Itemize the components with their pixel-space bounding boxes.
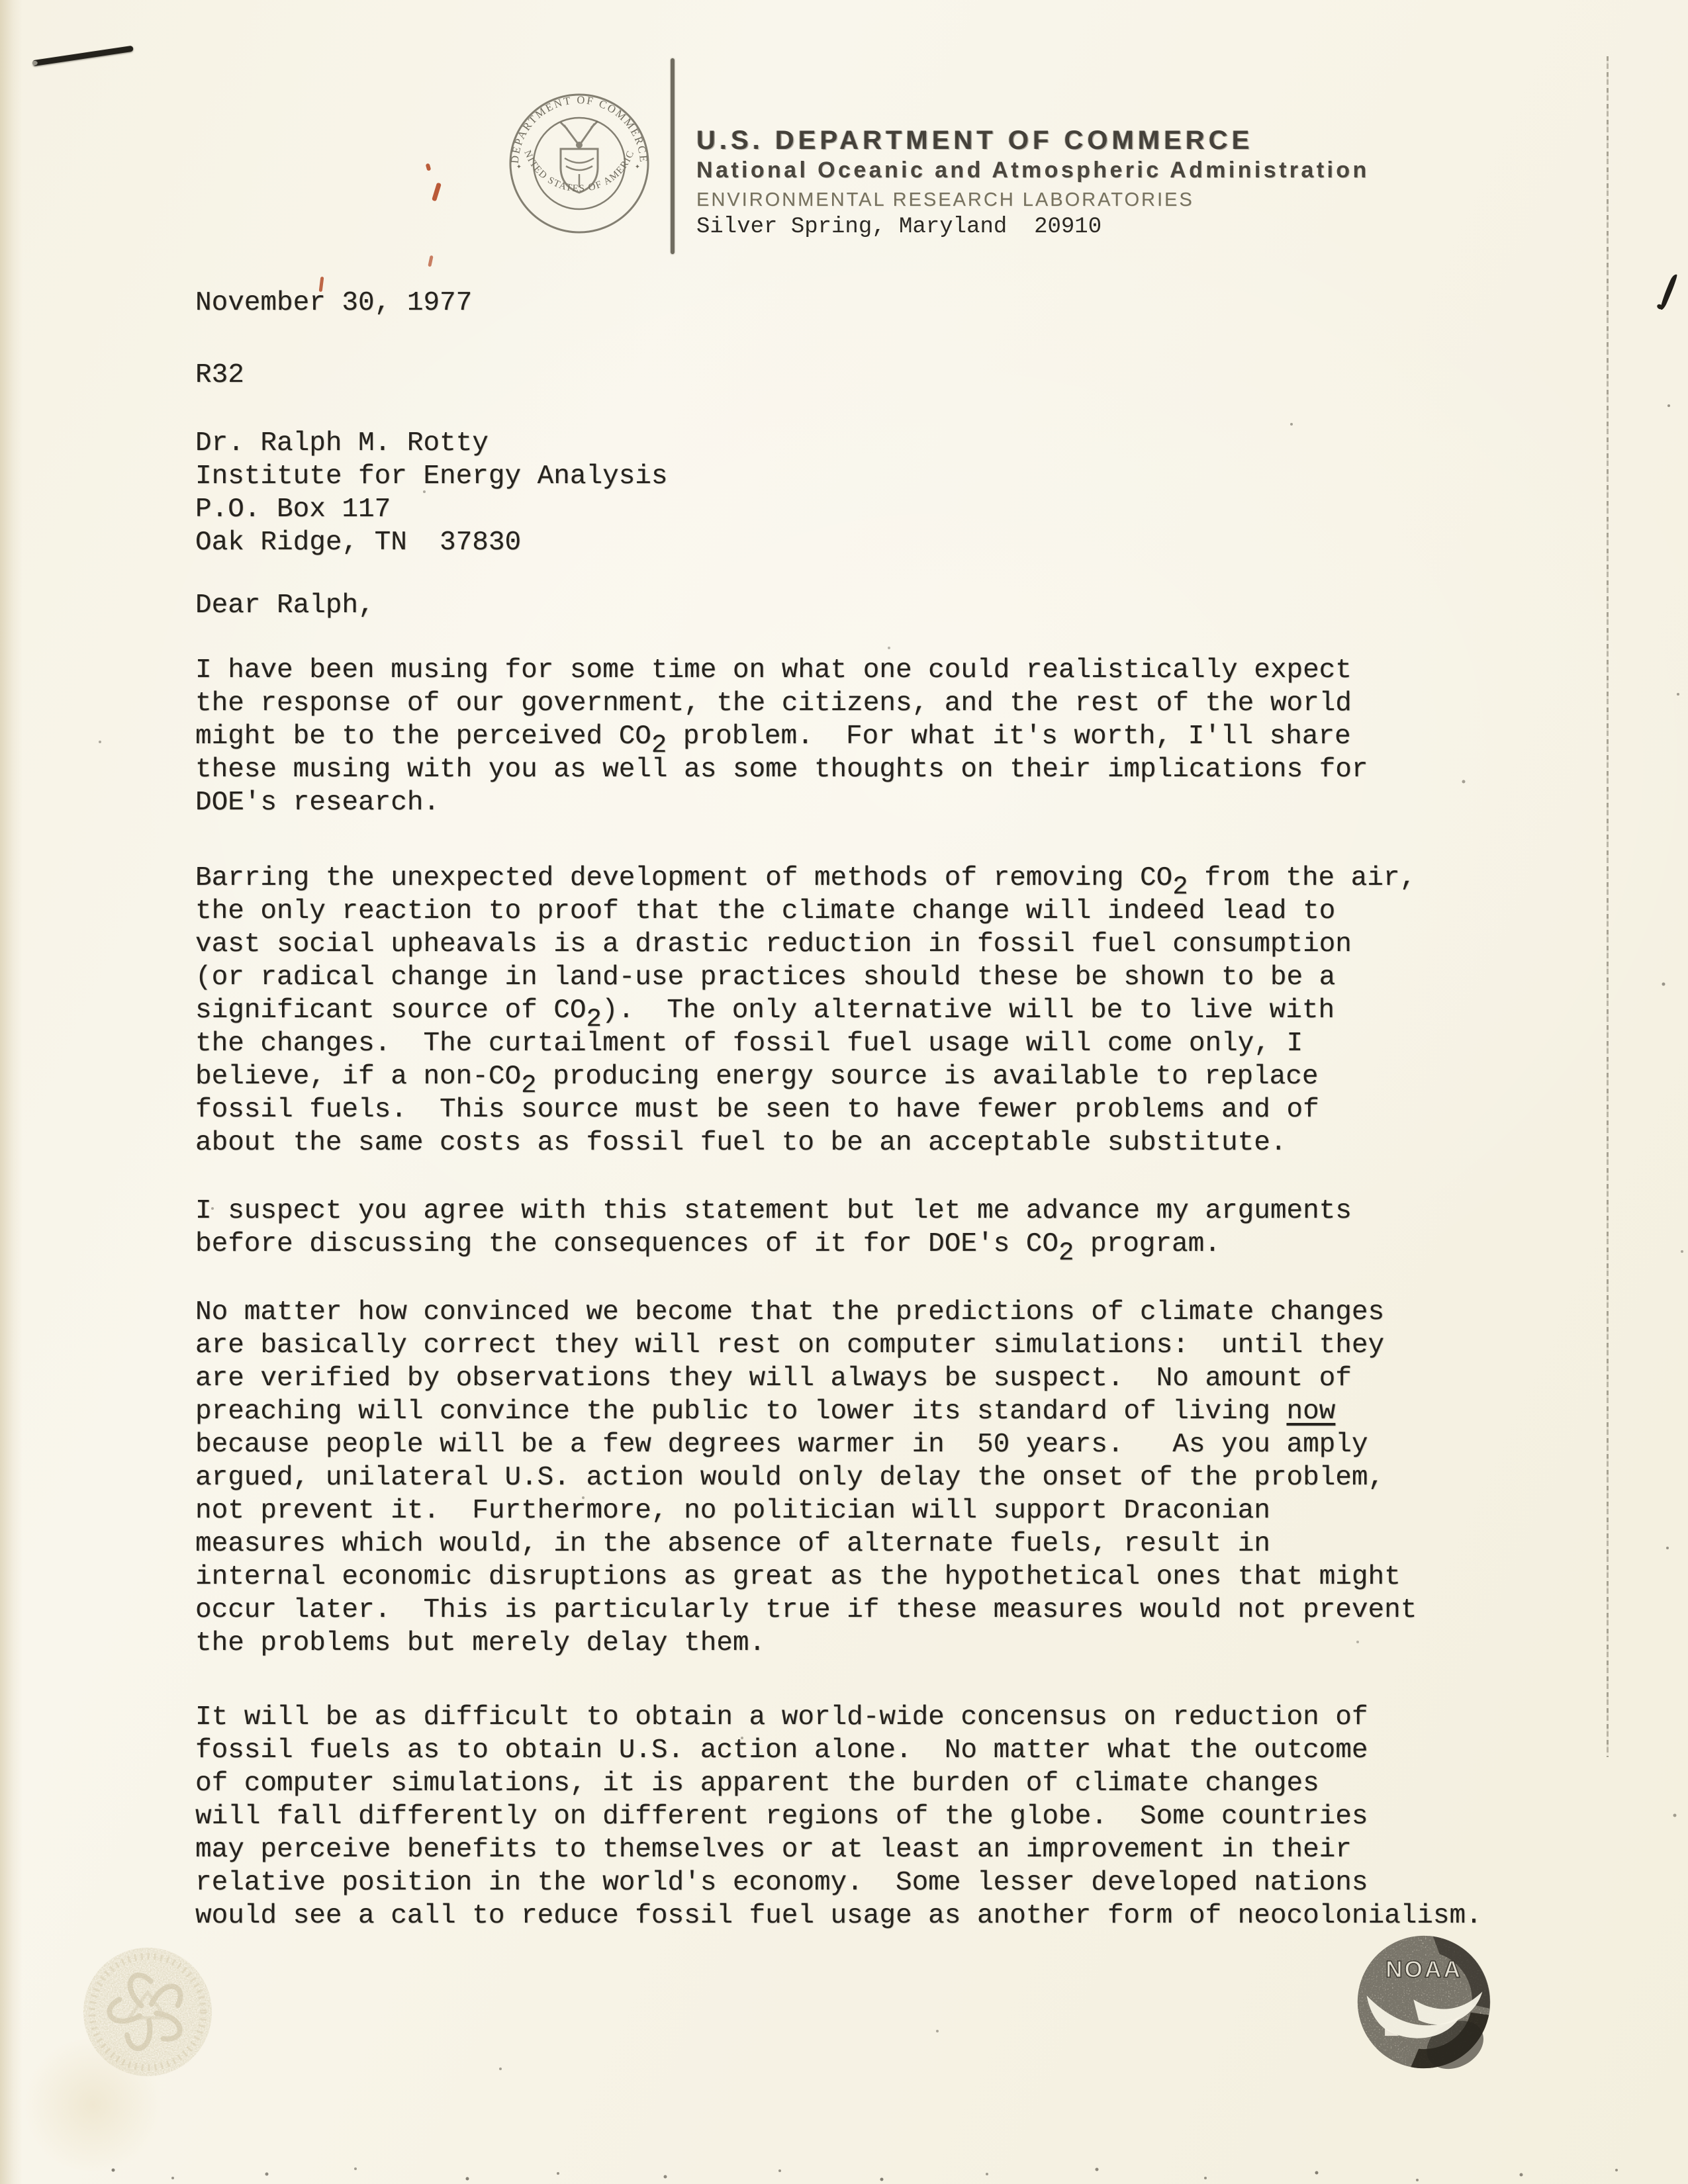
letterhead-agency-line1: U.S. DEPARTMENT OF COMMERCE bbox=[696, 126, 1254, 155]
recipient-line: Institute for Energy Analysis bbox=[195, 461, 668, 492]
letter-line: Barring the unexpected development of methods of removing $CO_2$ from the air, bbox=[195, 863, 1417, 902]
letterhead-divider bbox=[671, 58, 675, 254]
letter-line: fossil fuels. This source must be seen to have fewer problems and of bbox=[195, 1095, 1319, 1125]
letter-line: DOE's research. bbox=[195, 788, 440, 818]
svg-text:✦: ✦ bbox=[635, 161, 640, 171]
letter-line: the problems but merely delay them. bbox=[195, 1628, 766, 1659]
recipient-address-block bbox=[195, 427, 1539, 559]
letter-line: the only reaction to proof that the climate change will indeed lead to bbox=[195, 896, 1336, 927]
letter-line: are verified by observations they will always be suspect. No amount of bbox=[195, 1363, 1352, 1394]
svg-text:✦: ✦ bbox=[516, 161, 522, 171]
letter-line: It will be as difficult to obtain a world-wide concensus on reduction of bbox=[195, 1702, 1368, 1733]
letter-line: internal economic disruptions as great as the hypothetical ones that might bbox=[195, 1562, 1401, 1592]
letter-line: may perceive benefits to themselves or at least an improvement in their bbox=[195, 1835, 1352, 1865]
letter-line: believe, if a non-$CO_2$ producing energy source is available to replace bbox=[195, 1062, 1319, 1101]
letter-line: are basically correct they will rest on computer simulations: until they bbox=[195, 1330, 1385, 1361]
scan-artifact-vertical-line bbox=[1607, 56, 1609, 1757]
letter-line: before discussing the consequences of it for DOE's $CO_2$ program. bbox=[195, 1229, 1221, 1268]
recipient-line: P.O. Box 117 bbox=[195, 494, 391, 525]
recipient-line: Oak Ridge, TN 37830 bbox=[195, 527, 522, 558]
letter-line: No matter how convinced we become that the predictions of climate changes bbox=[195, 1297, 1385, 1328]
letter-line: (or radical change in land-use practices should these be shown to be a bbox=[195, 962, 1336, 993]
bicentennial-stamp-icon bbox=[77, 1943, 218, 2081]
letter-line: would see a call to reduce fossil fuel usage as another form of neocolonialism. bbox=[195, 1901, 1482, 1931]
scan-left-edge-shading bbox=[0, 0, 23, 2184]
letter-line: argued, unilateral U.S. action would only delay the onset of the problem, bbox=[195, 1463, 1385, 1493]
letter-line: I have been musing for some time on what one could realistically expect bbox=[195, 655, 1352, 686]
red-pen-speck bbox=[428, 255, 433, 267]
department-of-commerce-seal-icon bbox=[506, 89, 653, 238]
svg-text:UNITED STATES OF AMERICA bbox=[522, 149, 636, 195]
letter-line: these musing with you as well as some thoughts on their implications for bbox=[195, 754, 1368, 785]
letter-paragraph bbox=[195, 1195, 1539, 1268]
letter-line: preaching will convince the public to lower its standard of living now bbox=[195, 1396, 1336, 1427]
letter-body bbox=[195, 287, 1539, 1933]
letterhead-agency-line3: ENVIRONMENTAL RESEARCH LABORATORIES bbox=[696, 189, 1194, 210]
letter-line: significant source of $CO_2$). The only alternative will be to live with bbox=[195, 995, 1335, 1034]
letter-line: about the same costs as fossil fuel to be an acceptable substitute. bbox=[195, 1128, 1287, 1158]
letter-paragraph bbox=[195, 654, 1539, 819]
recipient-line: Dr. Ralph M. Rotty bbox=[195, 428, 489, 459]
letter-paragraph bbox=[195, 862, 1539, 1160]
letter-line: of computer simulations, it is apparent the burden of climate changes bbox=[195, 1768, 1319, 1799]
letter-line: the response of our government, the citizens, and the rest of the world bbox=[195, 688, 1352, 719]
letterhead-location-line: Silver Spring, Maryland 20910 bbox=[696, 214, 1102, 240]
noaa-stamp-text: NOAA bbox=[1385, 1956, 1462, 1983]
red-pen-speck bbox=[426, 163, 432, 171]
seal-bottom-text: UNITED STATES OF AMERICA bbox=[522, 148, 637, 195]
salutation: Dear Ralph, bbox=[195, 590, 375, 621]
reference-code: R32 bbox=[195, 360, 244, 390]
letter-line: because people will be a few degrees warmer in 50 years. As you amply bbox=[195, 1430, 1368, 1460]
letter-date: November 30, 1977 bbox=[195, 288, 473, 318]
letter-paragraph bbox=[195, 1701, 1539, 1933]
noaa-stamp-icon bbox=[1350, 1930, 1497, 2074]
pen-mark-top-left bbox=[32, 46, 134, 67]
letter-line: the changes. The curtailment of fossil fuel usage will come only, I bbox=[195, 1028, 1303, 1059]
letter-line: measures which would, in the absence of alternate fuels, result in bbox=[195, 1529, 1270, 1559]
letter-line: might be to the perceived $CO_2$ problem. For what it's worth, I'll share bbox=[195, 721, 1351, 760]
letter-line: not prevent it. Furthermore, no politician will support Draconian bbox=[195, 1496, 1270, 1526]
letter-line: occur later. This is particularly true if these measures would not prevent bbox=[195, 1595, 1417, 1625]
letterhead-agency-line2: National Oceanic and Atmospheric Administration bbox=[696, 158, 1370, 183]
red-pen-speck bbox=[432, 183, 442, 202]
seal-top-text: DEPARTMENT OF COMMERCE bbox=[508, 93, 651, 164]
letter-paragraph bbox=[195, 1296, 1539, 1660]
letter-line: relative position in the world's economy. Some lesser developed nations bbox=[195, 1868, 1368, 1898]
letter-line: fossil fuels as to obtain U.S. action alone. No matter what the outcome bbox=[195, 1735, 1368, 1766]
letter-line: I suspect you agree with this statement but let me advance my arguments bbox=[195, 1196, 1352, 1226]
letter-line: will fall differently on different regions of the globe. Some countries bbox=[195, 1801, 1368, 1832]
letter-paragraphs bbox=[195, 654, 1539, 1933]
scan-speckle-dots bbox=[0, 0, 1, 1]
letter-line: vast social upheavals is a drastic reduction in fossil fuel consumption bbox=[195, 929, 1352, 960]
